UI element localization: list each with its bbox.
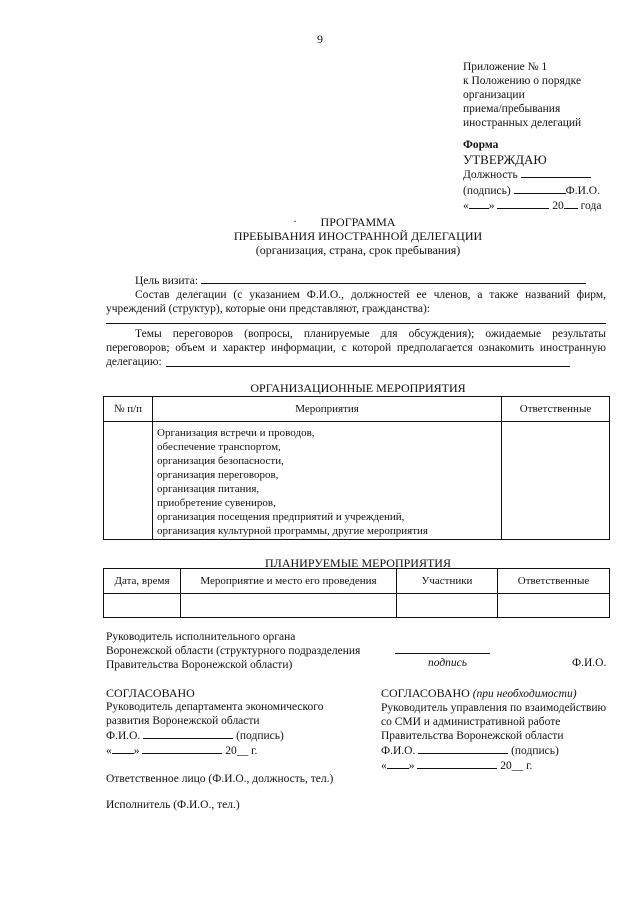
blank-line: [469, 198, 489, 209]
blank-line: [106, 323, 606, 324]
blank-line: [112, 743, 134, 754]
annex-line: Приложение № 1: [463, 61, 548, 73]
fio-label: Ф.И.О.: [106, 730, 141, 742]
blank-line: [166, 366, 570, 367]
annex-line: организации: [463, 89, 525, 101]
quote-open: «: [463, 200, 469, 212]
list-item: организация безопасности,: [157, 455, 284, 467]
year-suffix: года: [580, 200, 602, 212]
date-line: [106, 743, 323, 758]
blank-line: [142, 743, 222, 754]
quote-close: »: [488, 200, 495, 212]
title-line: ПРЕБЫВАНИЯ ИНОСТРАННОЙ ДЕЛЕГАЦИИ: [233, 229, 483, 243]
sig-line: Руководитель департамента экономического: [106, 701, 324, 713]
table-cell: [498, 594, 610, 618]
agreed-left-block: [106, 686, 323, 758]
quote-close: »: [133, 745, 140, 757]
executor: Исполнитель (Ф.И.О., тел.): [106, 799, 240, 811]
blank-line: [418, 743, 508, 754]
position-label: Должность: [463, 169, 518, 181]
sig-line: развития Воронежской области: [106, 715, 260, 727]
date-line: [381, 758, 606, 773]
table-cell: [397, 594, 498, 618]
col-header: Ответственные: [502, 397, 610, 422]
blank-line: [387, 758, 409, 769]
list-item: обеспечение транспортом,: [157, 441, 281, 453]
head-signature-block: [106, 630, 360, 672]
year-text: 20__ г.: [225, 745, 258, 757]
list-item: организация переговоров,: [157, 469, 279, 481]
blank-line: [514, 183, 566, 194]
fio-line: [381, 743, 606, 758]
position-line: [463, 167, 601, 183]
blank-line: [201, 273, 586, 284]
responsible-person: Ответственное лицо (Ф.И.О., должность, тел.): [106, 773, 334, 785]
head-fio-label: Ф.И.О.: [572, 657, 607, 669]
quote-close: »: [408, 760, 415, 772]
sig-line: Правительства Воронежской области): [106, 659, 293, 671]
year-text: 20__ г.: [500, 760, 533, 772]
signature-label: (подпись): [463, 184, 511, 197]
bullet-dot: ·: [293, 214, 297, 228]
title-line: (организация, страна, срок пребывания): [255, 243, 461, 257]
blank-line: [564, 198, 578, 209]
form-label: Форма: [463, 139, 499, 151]
visit-purpose: [135, 273, 595, 288]
annex-line: приема/пребывания: [463, 103, 561, 115]
list-item: организация питания,: [157, 483, 260, 495]
signature-label: (подпись): [511, 745, 559, 757]
annex-block: [463, 60, 581, 130]
col-header: Мероприятие и место его проведения: [181, 569, 397, 594]
quote-open: «: [381, 760, 387, 772]
delegation-composition: Состав делегации (с указанием Ф.И.О., должностей ее членов, а также названий фирм, учреждений (структур), которые они представляют, гражданства):: [106, 289, 606, 315]
title-line: ПРОГРАММА: [320, 215, 396, 229]
sig-line: Воронежской области (структурного подразделения: [106, 645, 361, 657]
signature-line: [463, 183, 601, 199]
col-header: Дата, время: [104, 569, 181, 594]
planned-events-table: [103, 568, 610, 618]
fio-label: Ф.И.О.: [381, 745, 416, 757]
events-list: [153, 422, 502, 540]
approve-block: [463, 138, 601, 214]
org-events-table: [103, 396, 610, 540]
agreed-title-line: [381, 686, 606, 701]
quote-open: «: [106, 745, 112, 757]
list-item: организация посещения предприятий и учреждений,: [157, 511, 405, 523]
signature-label: (подпись): [236, 730, 284, 742]
table-cell: [502, 422, 610, 540]
blank-line: [497, 198, 549, 209]
list-item: приобретение сувениров,: [157, 497, 276, 509]
visit-purpose-label: Цель визита:: [135, 275, 199, 287]
col-header: Мероприятия: [153, 397, 502, 422]
sig-line: Руководитель исполнительного органа: [106, 631, 296, 643]
date-line: [463, 198, 601, 214]
table-cell: [104, 594, 181, 618]
annex-line: к Положению о порядке: [463, 75, 582, 87]
list-item: организация культурной программы, другие мероприятия: [157, 525, 428, 537]
blank-line: [521, 167, 591, 178]
sig-line: со СМИ и административной работе: [381, 716, 561, 728]
fio-line: [106, 728, 323, 743]
annex-line: иностранных делегаций: [463, 117, 582, 129]
blank-line: [143, 728, 233, 739]
planned-events-title: ПЛАНИРУЕМЫЕ МЕРОПРИЯТИЯ: [265, 556, 451, 570]
col-header: Участники: [397, 569, 498, 594]
page-number: 9: [317, 32, 323, 46]
agreed-title: СОГЛАСОВАНО: [381, 686, 470, 700]
blank-line: [417, 758, 497, 769]
agreed-title: СОГЛАСОВАНО: [106, 686, 195, 700]
agreed-note: (при необходимости): [472, 688, 577, 700]
sig-line: Правительства Воронежской области: [381, 730, 564, 742]
org-events-title: ОРГАНИЗАЦИОННЫЕ МЕРОПРИЯТИЯ: [250, 381, 466, 395]
agreed-right-block: [381, 686, 606, 773]
program-title: [0, 215, 640, 257]
col-header: Ответственные: [498, 569, 610, 594]
head-signature-label: подпись: [428, 657, 468, 669]
col-header: № п/п: [104, 397, 153, 422]
signature-blank: [395, 653, 490, 654]
table-cell: [104, 422, 153, 540]
list-item: Организация встречи и проводов,: [157, 427, 315, 439]
approve-label: УТВЕРЖДАЮ: [463, 151, 547, 167]
fio-label: Ф.И.О.: [565, 184, 600, 197]
sig-line: Руководитель управления по взаимодействию: [381, 702, 607, 714]
negotiation-topics: Темы переговоров (вопросы, планируемые для обсуждения); ожидаемые результаты переговоров; объем и характер информации, с которой предполагается ознакомить иностранную делегацию:: [106, 328, 606, 368]
year-prefix: 20: [552, 200, 564, 212]
table-cell: [181, 594, 397, 618]
